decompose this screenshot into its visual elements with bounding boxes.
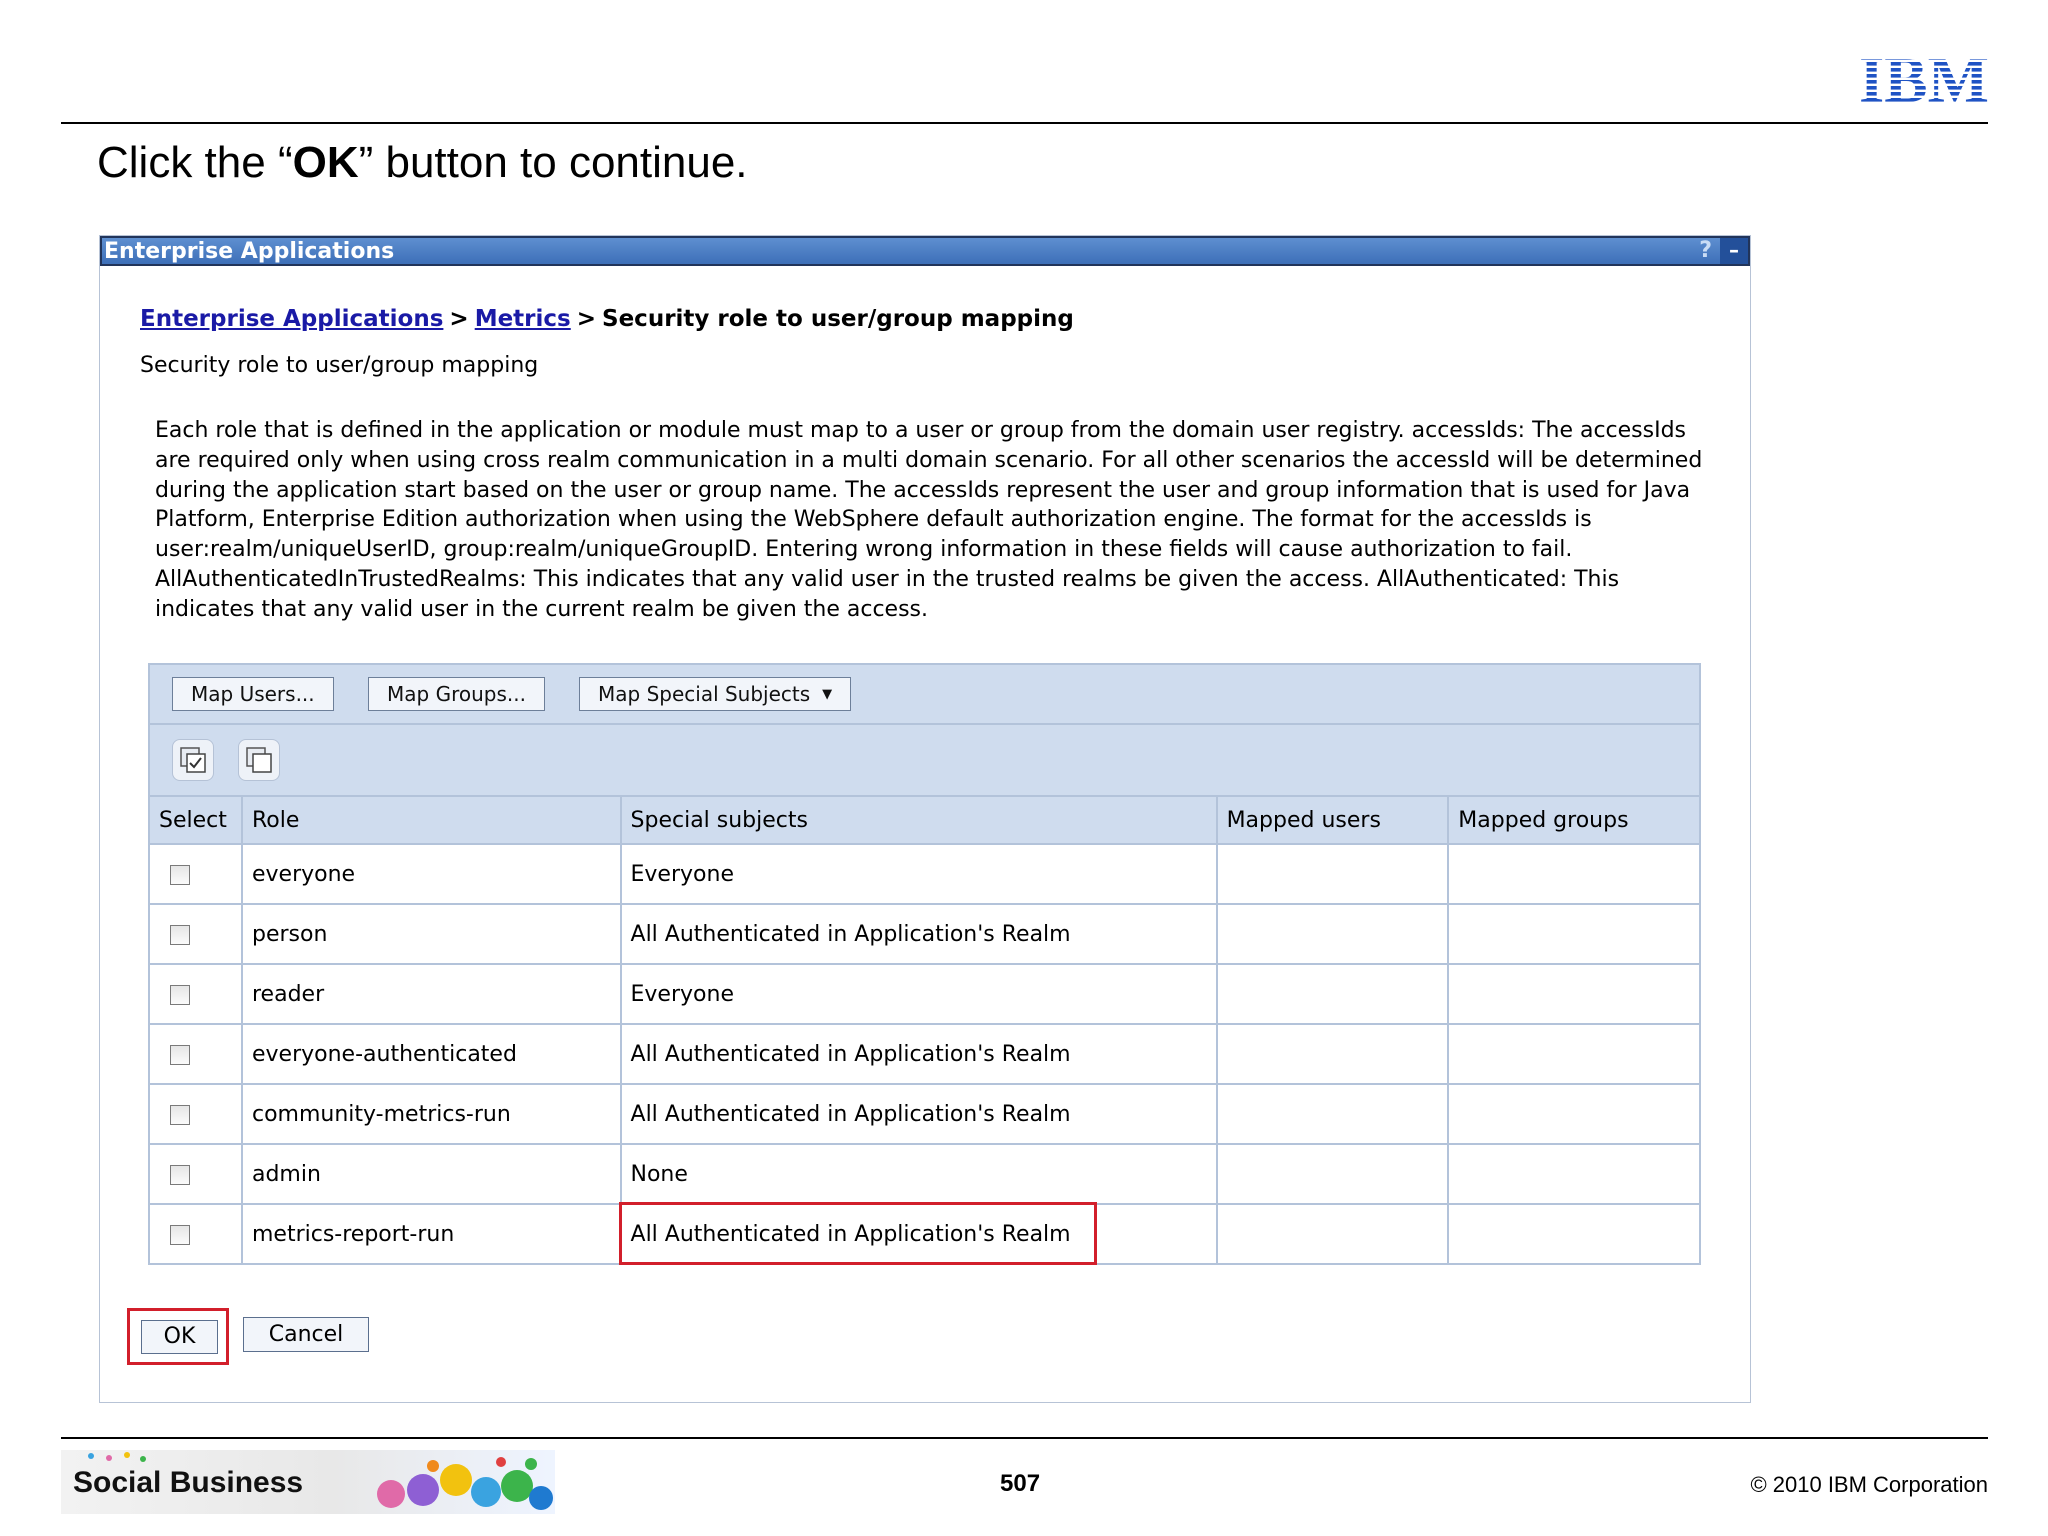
row-select-checkbox[interactable]	[170, 1105, 190, 1125]
row-select-checkbox[interactable]	[170, 925, 190, 945]
special-subjects-cell: All Authenticated in Application's Realm	[621, 904, 1217, 964]
breadcrumb: Enterprise Applications > Metrics > Security role to user/group mapping	[140, 306, 1074, 332]
map-special-subjects-button[interactable]: Map Special Subjects ▼	[579, 677, 851, 711]
header-special-subjects[interactable]: Special subjects	[621, 796, 1217, 844]
table-row	[149, 1204, 1700, 1264]
row-select-checkbox[interactable]	[170, 985, 190, 1005]
mapped-groups-cell	[1448, 844, 1700, 904]
mapped-groups-cell	[1448, 1084, 1700, 1144]
mapped-users-cell	[1217, 1204, 1449, 1264]
row-select-checkbox[interactable]	[170, 1165, 190, 1185]
role-cell: admin	[242, 1144, 621, 1204]
mapped-users-cell	[1217, 1144, 1449, 1204]
special-subjects-cell: None	[621, 1144, 1217, 1204]
breadcrumb-link-enterprise-applications[interactable]: Enterprise Applications	[140, 306, 444, 332]
header-role[interactable]: Role	[242, 796, 621, 844]
breadcrumb-current: Security role to user/group mapping	[602, 306, 1074, 332]
bottom-divider	[61, 1437, 1988, 1439]
role-cell: community-metrics-run	[242, 1084, 621, 1144]
roles-table	[148, 795, 1701, 1265]
role-cell: everyone	[242, 844, 621, 904]
header-mapped-groups[interactable]: Mapped groups	[1448, 796, 1700, 844]
table-header-row	[149, 796, 1700, 844]
special-subjects-cell: Everyone	[621, 964, 1217, 1024]
mapped-users-cell	[1217, 964, 1449, 1024]
map-users-button[interactable]: Map Users...	[172, 677, 334, 711]
row-select-checkbox[interactable]	[170, 1225, 190, 1245]
select-all-icon[interactable]	[172, 739, 214, 781]
slide-title: Click the “OK” button to continue.	[97, 138, 748, 187]
special-subjects-cell: All Authenticated in Application's Realm	[621, 1084, 1217, 1144]
description-text: Each role that is defined in the application or module must map to a user or group from the domain user registry. accessIds: The accessIds are required only when using cross realm communication in a multi domain scenario. For all other scenarios the accessId will be determined during the application start based on the user or group name. The accessIds represent the user and group information that is used for Java Platform, Enterprise Edition authorization when using the WebSphere default authorization engine. The format for the accessIds is user:realm/uniqueUserID, group:realm/uniqueGroupID. Entering wrong information in these fields will cause authorization to fail. AllAuthenticatedInTrustedRealms: This indicates that any valid user in the trusted realms be given the access. AllAuthenticated: This indicates that any valid user in the current realm be given the access.	[155, 418, 1703, 622]
selection-iconbar	[148, 725, 1701, 795]
deselect-all-icon[interactable]	[238, 739, 280, 781]
mapped-groups-cell	[1448, 1204, 1700, 1264]
cancel-button[interactable]: Cancel	[243, 1317, 369, 1352]
svg-text:IBM: IBM	[1859, 50, 1989, 104]
table-row	[149, 844, 1700, 904]
ibm-logo	[1858, 50, 1990, 104]
special-subjects-cell	[621, 1204, 1217, 1264]
row-select-checkbox[interactable]	[170, 1045, 190, 1065]
page-subtitle: Security role to user/group mapping	[140, 353, 539, 378]
mapped-groups-cell	[1448, 904, 1700, 964]
header-mapped-users[interactable]: Mapped users	[1217, 796, 1449, 844]
highlighted-special-subject: All Authenticated in Application's Realm	[630, 1221, 1071, 1247]
role-mapping-table-area	[148, 663, 1701, 1265]
minimize-icon[interactable]: –	[1720, 238, 1748, 264]
ok-button-highlight	[127, 1308, 229, 1365]
ok-button[interactable]: OK	[141, 1320, 218, 1354]
special-subjects-cell: Everyone	[621, 844, 1217, 904]
header-select: Select	[149, 796, 242, 844]
table-row	[149, 1084, 1700, 1144]
role-cell: person	[242, 904, 621, 964]
role-cell: everyone-authenticated	[242, 1024, 621, 1084]
role-cell: metrics-report-run	[242, 1204, 621, 1264]
mapped-groups-cell	[1448, 1024, 1700, 1084]
special-subjects-cell: All Authenticated in Application's Realm	[621, 1024, 1217, 1084]
mapped-groups-cell	[1448, 1144, 1700, 1204]
panel-header	[100, 236, 1750, 266]
mapping-toolbar	[148, 663, 1701, 725]
top-divider	[61, 122, 1988, 124]
table-row	[149, 1024, 1700, 1084]
row-select-checkbox[interactable]	[170, 865, 190, 885]
help-icon[interactable]: ?	[1699, 238, 1712, 263]
table-row	[149, 964, 1700, 1024]
social-business-text: Social Business	[73, 1466, 304, 1499]
mapped-groups-cell	[1448, 964, 1700, 1024]
copyright: © 2010 IBM Corporation	[1750, 1472, 1988, 1497]
enterprise-applications-panel	[99, 235, 1751, 1403]
table-row	[149, 1144, 1700, 1204]
social-business-banner	[61, 1450, 555, 1514]
breadcrumb-link-metrics[interactable]: Metrics	[474, 306, 571, 332]
dropdown-arrow-icon: ▼	[822, 687, 833, 702]
mapped-users-cell	[1217, 844, 1449, 904]
mapped-users-cell	[1217, 1084, 1449, 1144]
mapped-users-cell	[1217, 1024, 1449, 1084]
role-cell: reader	[242, 964, 621, 1024]
map-groups-button[interactable]: Map Groups...	[368, 677, 545, 711]
page-number: 507	[1000, 1470, 1041, 1497]
table-row	[149, 904, 1700, 964]
mapped-users-cell	[1217, 904, 1449, 964]
panel-title: Enterprise Applications	[104, 239, 395, 264]
